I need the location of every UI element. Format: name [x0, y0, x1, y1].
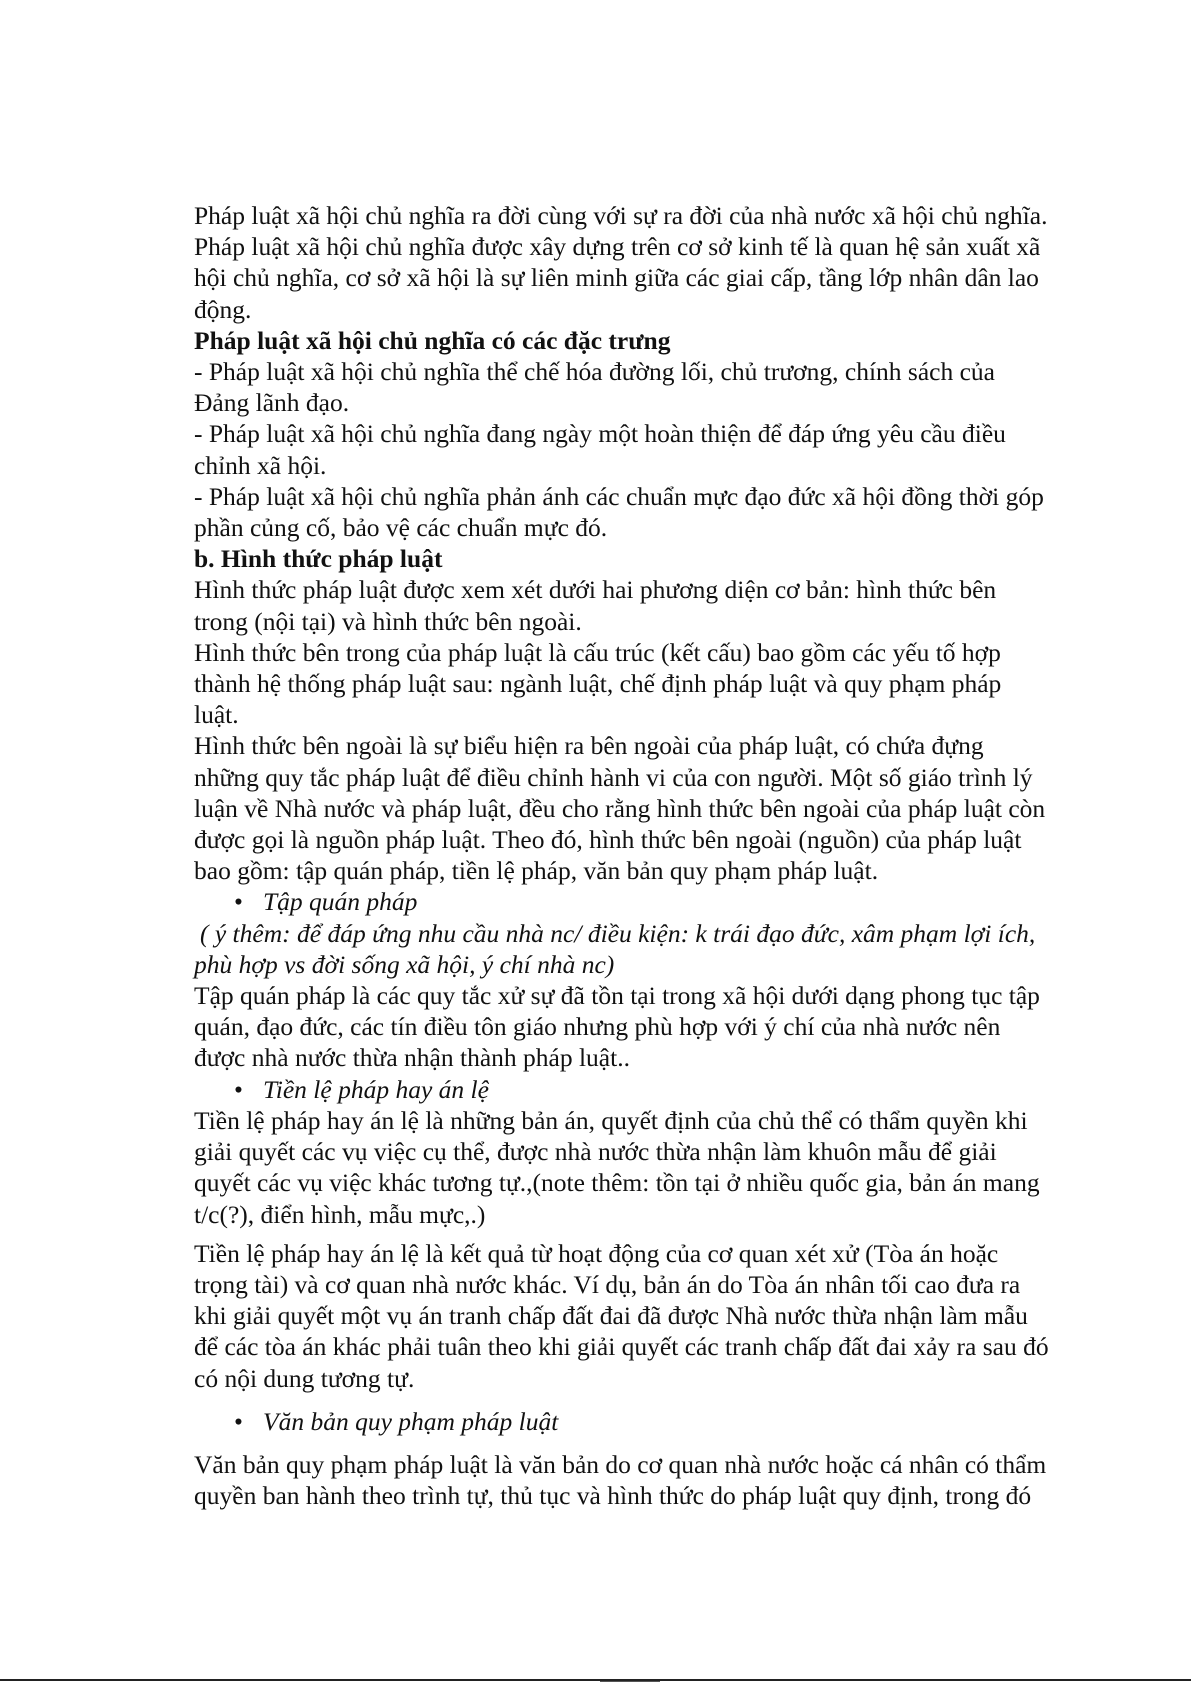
- text-line: khi giải quyết một vụ án tranh chấp đất đai đã được Nhà nước thừa nhận làm mẫu: [194, 1301, 1028, 1331]
- text-line: Tiền lệ pháp hay án lệ là kết quả từ hoạt động của cơ quan xét xử (Tòa án hoặc: [194, 1238, 999, 1268]
- section-b-paragraph: [194, 574, 1134, 886]
- text-line: được nhà nước thừa nhận thành pháp luật..: [194, 1043, 630, 1073]
- text-line: thành hệ thống pháp luật sau: ngành luật, chế định pháp luật và quy phạm pháp: [194, 669, 1002, 699]
- text-line: trong (nội tại) và hình thức bên ngoài.: [194, 606, 582, 636]
- text-line: Tiền lệ pháp hay án lệ là những bản án, quyết định của chủ thể có thẩm quyền khi: [194, 1105, 1028, 1135]
- text-line: quán, đạo đức, các tín điều tôn giáo nhưng phù hợp với ý chí của nhà nước nên: [194, 1012, 1001, 1042]
- bullet-label: Tập quán pháp: [263, 887, 418, 917]
- text-line: luận về Nhà nước và pháp luật, đều cho rằng hình thức bên ngoài của pháp luật còn: [194, 793, 1046, 823]
- bullet-icon: •: [234, 1074, 243, 1104]
- text-line: để các tòa án khác phải tuân theo khi giải quyết các tranh chấp đất đai xảy ra sau đó: [194, 1332, 1049, 1362]
- feature-line: Đảng lãnh đạo.: [194, 388, 350, 418]
- text-line: quyết các vụ việc khác tương tự.,(note thêm: tồn tại ở nhiều quốc gia, bản án mang: [194, 1168, 1040, 1198]
- text-line: Hình thức bên trong của pháp luật là cấu trúc (kết cấu) bao gồm các yếu tố hợp: [194, 637, 1001, 667]
- intro-paragraph: [194, 200, 1134, 325]
- bullet-label: Tiền lệ pháp hay án lệ: [263, 1074, 489, 1104]
- custom-law-note: [194, 918, 1134, 980]
- precedent-paragraph-2: [194, 1238, 1134, 1394]
- text-line: động.: [194, 294, 252, 324]
- page-bottom-rule-segment: [600, 1681, 660, 1682]
- text-line: những quy tắc pháp luật để điều chỉnh hành vi của con người. Một số giáo trình lý: [194, 762, 1033, 792]
- precedent-paragraph: [194, 1105, 1134, 1230]
- bullet-item-precedent: [194, 1074, 1134, 1105]
- features-heading: Pháp luật xã hội chủ nghĩa có các đặc trưng: [194, 325, 671, 355]
- document-page: [194, 200, 1134, 1511]
- text-line: có nội dung tương tự.: [194, 1363, 415, 1393]
- note-line: ( ý thêm: để đáp ứng nhu cầu nhà nc/ điều kiện: k trái đạo đức, xâm phạm lợi ích,: [200, 918, 1036, 948]
- bullet-item-custom-law: [194, 886, 1134, 917]
- bullet-icon: •: [234, 1406, 243, 1436]
- text-line: trọng tài) và cơ quan nhà nước khác. Ví dụ, bản án do Tòa án nhân tối cao đưa ra: [194, 1269, 1021, 1299]
- text-line: hội chủ nghĩa, cơ sở xã hội là sự liên minh giữa các giai cấp, tầng lớp nhân dân lao: [194, 263, 1039, 293]
- text-line: Văn bản quy phạm pháp luật là văn bản do cơ quan nhà nước hoặc cá nhân có thẩm: [194, 1449, 1047, 1479]
- section-b-heading: b. Hình thức pháp luật: [194, 544, 443, 574]
- text-line: bao gồm: tập quán pháp, tiền lệ pháp, văn bản quy phạm pháp luật.: [194, 856, 879, 886]
- text-line: Tập quán pháp là các quy tắc xử sự đã tồn tại trong xã hội dưới dạng phong tục tập: [194, 981, 1040, 1011]
- text-line: Hình thức pháp luật được xem xét dưới hai phương diện cơ bản: hình thức bên: [194, 575, 997, 605]
- text-line: luật.: [194, 700, 239, 730]
- text-line: t/c(?), điển hình, mẫu mực,.): [194, 1199, 486, 1229]
- text-line: quyền ban hành theo trình tự, thủ tục và hình thức do pháp luật quy định, trong đó: [194, 1481, 1032, 1511]
- bullet-item-normative-docs: [194, 1406, 1134, 1437]
- text-line: được gọi là nguồn pháp luật. Theo đó, hình thức bên ngoài (nguồn) của pháp luật: [194, 825, 1022, 855]
- note-line: phù hợp vs đời sống xã hội, ý chí nhà nc): [194, 949, 615, 979]
- feature-line: - Pháp luật xã hội chủ nghĩa phản ánh các chuẩn mực đạo đức xã hội đồng thời góp: [194, 481, 1044, 511]
- page-bottom-rule: [0, 1679, 1191, 1681]
- custom-law-paragraph: [194, 980, 1134, 1074]
- feature-line: chỉnh xã hội.: [194, 450, 327, 480]
- text-line: Pháp luật xã hội chủ nghĩa được xây dựng trên cơ sở kinh tế là quan hệ sản xuất xã: [194, 232, 1041, 262]
- text-line: Pháp luật xã hội chủ nghĩa ra đời cùng với sự ra đời của nhà nước xã hội chủ nghĩa.: [194, 201, 1048, 230]
- features-list: [194, 356, 1134, 543]
- text-line: Hình thức bên ngoài là sự biểu hiện ra bên ngoài của pháp luật, có chứa đựng: [194, 731, 984, 761]
- text-line: giải quyết các vụ việc cụ thể, được nhà nước thừa nhận làm khuôn mẫu để giải: [194, 1137, 997, 1167]
- feature-line: - Pháp luật xã hội chủ nghĩa đang ngày một hoàn thiện để đáp ứng yêu cầu điều: [194, 419, 1006, 449]
- bullet-label: Văn bản quy phạm pháp luật: [263, 1406, 559, 1436]
- feature-line: - Pháp luật xã hội chủ nghĩa thể chế hóa đường lối, chủ trương, chính sách của: [194, 357, 995, 387]
- bullet-icon: •: [234, 887, 243, 917]
- normative-docs-paragraph: [194, 1449, 1134, 1511]
- feature-line: phần củng cố, bảo vệ các chuẩn mực đó.: [194, 513, 608, 543]
